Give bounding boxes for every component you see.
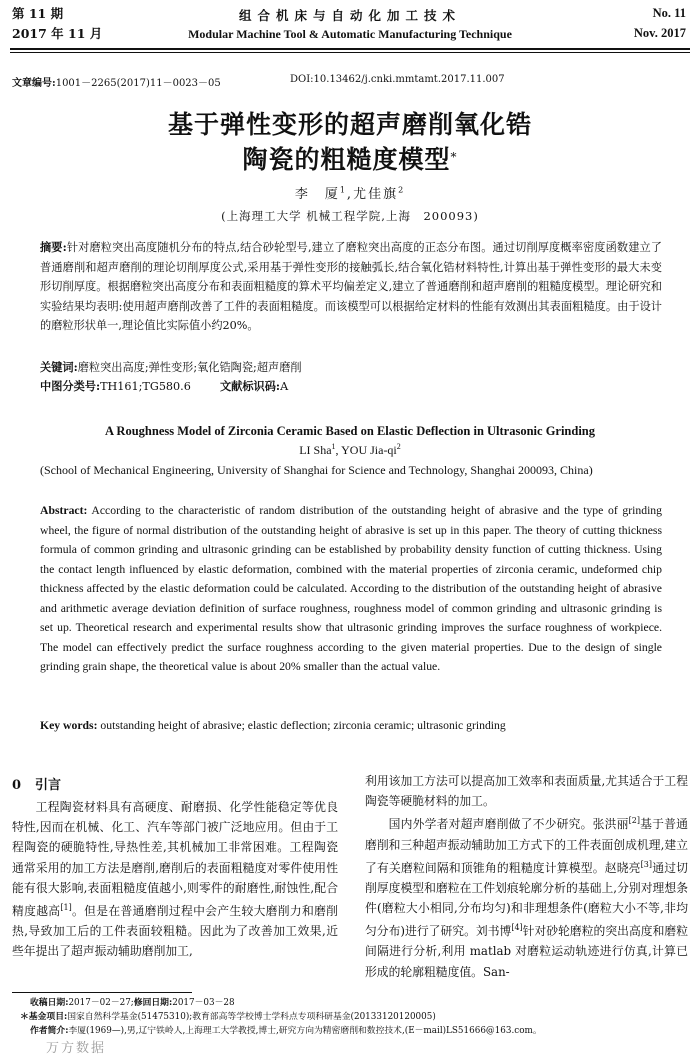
keywords-en xyxy=(40,716,662,735)
footnote-fund xyxy=(20,1010,680,1024)
keywords-cn xyxy=(40,358,662,377)
title-en: A Roughness Model of Zirconia Ceramic Based on Elastic Deflection in Ultrasonic Grinding xyxy=(104,424,596,438)
date-cn: 2017 年 11 月 xyxy=(12,26,103,41)
body-right-column xyxy=(365,771,688,982)
citation-ref: [4] xyxy=(511,923,523,933)
received-label: 收稿日期: xyxy=(30,998,69,1008)
author-en-separator: , xyxy=(335,443,342,457)
article-number-value: 1001－2265(2017)11－0023－05 xyxy=(55,78,221,89)
author-2-affil: 2 xyxy=(398,185,406,195)
keywords-cn-label: 关键词: xyxy=(40,360,78,374)
keywords-cn-text: 磨粒突出高度;弹性变形;氧化锆陶瓷;超声磨削 xyxy=(77,361,302,374)
author-1-affil: 1 xyxy=(339,185,347,195)
affiliation-cn: (上海理工大学 机械工程学院,上海 200093) xyxy=(221,209,479,223)
author-2-cn: 尤佳旗 xyxy=(353,187,399,202)
title-cn-line1: 基于弹性变形的超声磨削氧化锆 xyxy=(167,110,532,139)
author-2-en: YOU Jia-qi xyxy=(341,443,397,457)
article-number xyxy=(12,74,221,89)
header-rule-thin xyxy=(10,52,690,53)
clc-value: TH161;TG580.6 xyxy=(100,380,191,393)
citation-ref: [3] xyxy=(640,859,653,869)
abstract-en xyxy=(40,501,662,677)
body-paragraph xyxy=(12,797,338,962)
watermark: 万方数据 xyxy=(46,1041,107,1056)
citation-ref: [1] xyxy=(60,903,72,913)
section-title: 引言 xyxy=(35,778,62,793)
footnote-dates xyxy=(30,996,690,1010)
keywords-en-text: outstanding height of abrasive; elastic deflection; zirconia ceramic; ultrasonic grinding xyxy=(97,719,506,732)
revised-label: 修回日期: xyxy=(133,998,173,1008)
received-date: 2017－02－27; xyxy=(68,998,134,1008)
bio-text: 李厦(1969—),男,辽宁铁岭人,上海理工大学教授,博士,研究方向为精密磨削和数控技术,(E－mail)LS51666@163.com。 xyxy=(68,1026,542,1036)
body-text: 国内外学者对超声磨削做了不少研究。张洪丽 xyxy=(388,817,629,832)
body-text: 通过切削厚度模型和磨粒在工件划痕轮廓分析的基础上,分别对理想条件(磨粒大小相同,分布均匀)和非理想条件(磨粒大小不等,非均匀分布)进行了研究。刘书博 xyxy=(365,860,688,939)
abstract-cn xyxy=(40,238,662,336)
footnote-rule xyxy=(12,992,192,993)
journal-title-en: Modular Machine Tool & Automatic Manufacturing Technique xyxy=(188,27,512,41)
body-paragraph: 利用该加工方法可以提高加工效率和表面质量,尤其适合于工程陶瓷等硬脆材料的加工。 xyxy=(365,774,688,809)
body-text: 针对砂轮磨粒的突出高度和磨粒间隔进行分析,利用 matlab 对磨粒运动轨迹进行仿真,计算已形成的轮廓粗糙度值。San- xyxy=(365,924,688,979)
author-1-en: LI Sha xyxy=(299,443,332,457)
body-text: 工程陶瓷材料具有高硬度、耐磨损、化学性能稳定等优良特性,因而在机械、化工、汽车等部门被广泛地应用。但由于工程陶瓷的硬脆特性,导热性差,其机械加工非常困难。工程陶瓷通常采用的加工方法是磨削,磨削后的表面粗糙度对零件使用性能有很大影响,表面粗糙度值越小,则零件的耐磨性,耐蚀性,配合精度越高 xyxy=(12,800,338,918)
issue-cn: 第 11 期 xyxy=(12,6,64,21)
body-text: 。但是在普通磨削过程中会产生较大磨削力和磨削热,导致加工后的工件表面较粗糙。因此为了改善加工效果,近些年提出了超声振动辅助磨削加工, xyxy=(12,903,338,959)
title-cn-line2-text: 陶瓷的粗糙度模型 xyxy=(242,145,451,174)
revised-date: 2017－03－28 xyxy=(172,998,235,1008)
citation-ref: [2] xyxy=(628,816,640,826)
author-separator: , xyxy=(346,187,354,202)
affiliation-en: (School of Mechanical Engineering, University of Shanghai for Science and Technology, Shanghai 200093, China) xyxy=(40,463,593,477)
bio-label: 作者简介: xyxy=(30,1026,69,1036)
keywords-en-label: Key words: xyxy=(40,719,98,732)
fund-text: 国家自然科学基金(51475310);教育部高等学校博士学科点专项科研基金(20133120120005) xyxy=(67,1012,436,1022)
title-cn-line2 xyxy=(0,143,700,176)
footnote-author-bio xyxy=(30,1024,690,1038)
doi: DOI:10.13462/j.cnki.mmtamt.2017.11.007 xyxy=(290,74,505,85)
section-number: 0 xyxy=(12,778,22,793)
authors-cn xyxy=(0,183,700,202)
section-heading xyxy=(12,774,61,793)
abstract-en-text: According to the characteristic of random distribution of the outstanding height of abrasive and the type of grinding wheel, the figure of normal distribution of the outstanding height of abrasive is set up in this paper. The theory of cutting thickness formula of common grinding and ultrasonic grinding can be established by probability density function of cutting thickness. Using the contact length influenced by elastic deformation, combined with the material properties of zirconia ceramic, undeformed chip thickness affected by the elastic deformation could be calculated. According to the distribution of the outstanding height of abrasive and arithmetic average deviation definition of surface roughness, roughness model of common grinding and ultrasonic grinding is set up. Theoretical research and experimental results show that ultrasonic grinding improves the surface roughness of workpiece. The model can effectively predict the surface roughness according to the given material properties. Due to the design of single grinding grain shape, the theoretical value is about 20% smaller than the actual value. xyxy=(40,504,662,673)
author-1-en-affil: 1 xyxy=(331,442,336,451)
issue-en: No. 11 xyxy=(652,6,686,20)
author-1-cn: 李 厦 xyxy=(294,187,340,202)
body-left-column xyxy=(12,797,338,962)
header-rule-thick xyxy=(10,48,690,50)
body-text: 基于普通磨削和三种超声振动辅助加工方式下的工件表面创成机理,建立了有关磨粒间隔和顶锥角的粗糙度计算模型。赵晓亮 xyxy=(365,817,688,875)
classification-cn xyxy=(40,377,662,396)
body-paragraph xyxy=(365,811,688,981)
title-footnote-mark: * xyxy=(450,150,458,164)
abstract-cn-text: 针对磨粒突出高度随机分布的特点,结合砂轮型号,建立了磨粒突出高度的正态分布图。通过切削厚度概率密度函数建立了普通磨削和超声磨削的理论切削厚度公式,采用基于弹性变形的接触弧长,结合氧化锆材料特性,计算出基于弹性变形的最大未变形切削厚度。根据磨粒突出高度分布和表面粗糙度的算术平均偏差定义,建立了普通磨削和超声磨削的粗糙度模型。理论研究和实验结果均表明:使用超声磨削改善了工件的表面粗糙度。而该模型可以根据给定材料的性能有效测出其表面粗糙度。由于设计的磨粒形状单一,理论值比实际值小约20%。 xyxy=(40,241,662,333)
journal-title-cn: 组合机床与自动化加工技术 xyxy=(238,8,461,23)
fund-label: ＊基金项目: xyxy=(20,1012,68,1022)
article-number-label: 文章编号: xyxy=(12,78,56,89)
authors-en xyxy=(0,442,700,458)
author-2-en-affil: 2 xyxy=(396,442,401,451)
doc-code-value: A xyxy=(280,380,289,393)
doc-code-label: 文献标识码: xyxy=(219,379,281,393)
clc-label: 中图分类号: xyxy=(40,379,101,393)
month-en: Nov. 2017 xyxy=(633,26,686,40)
abstract-cn-label: 摘要: xyxy=(40,240,67,254)
abstract-en-label: Abstract: xyxy=(40,504,88,517)
